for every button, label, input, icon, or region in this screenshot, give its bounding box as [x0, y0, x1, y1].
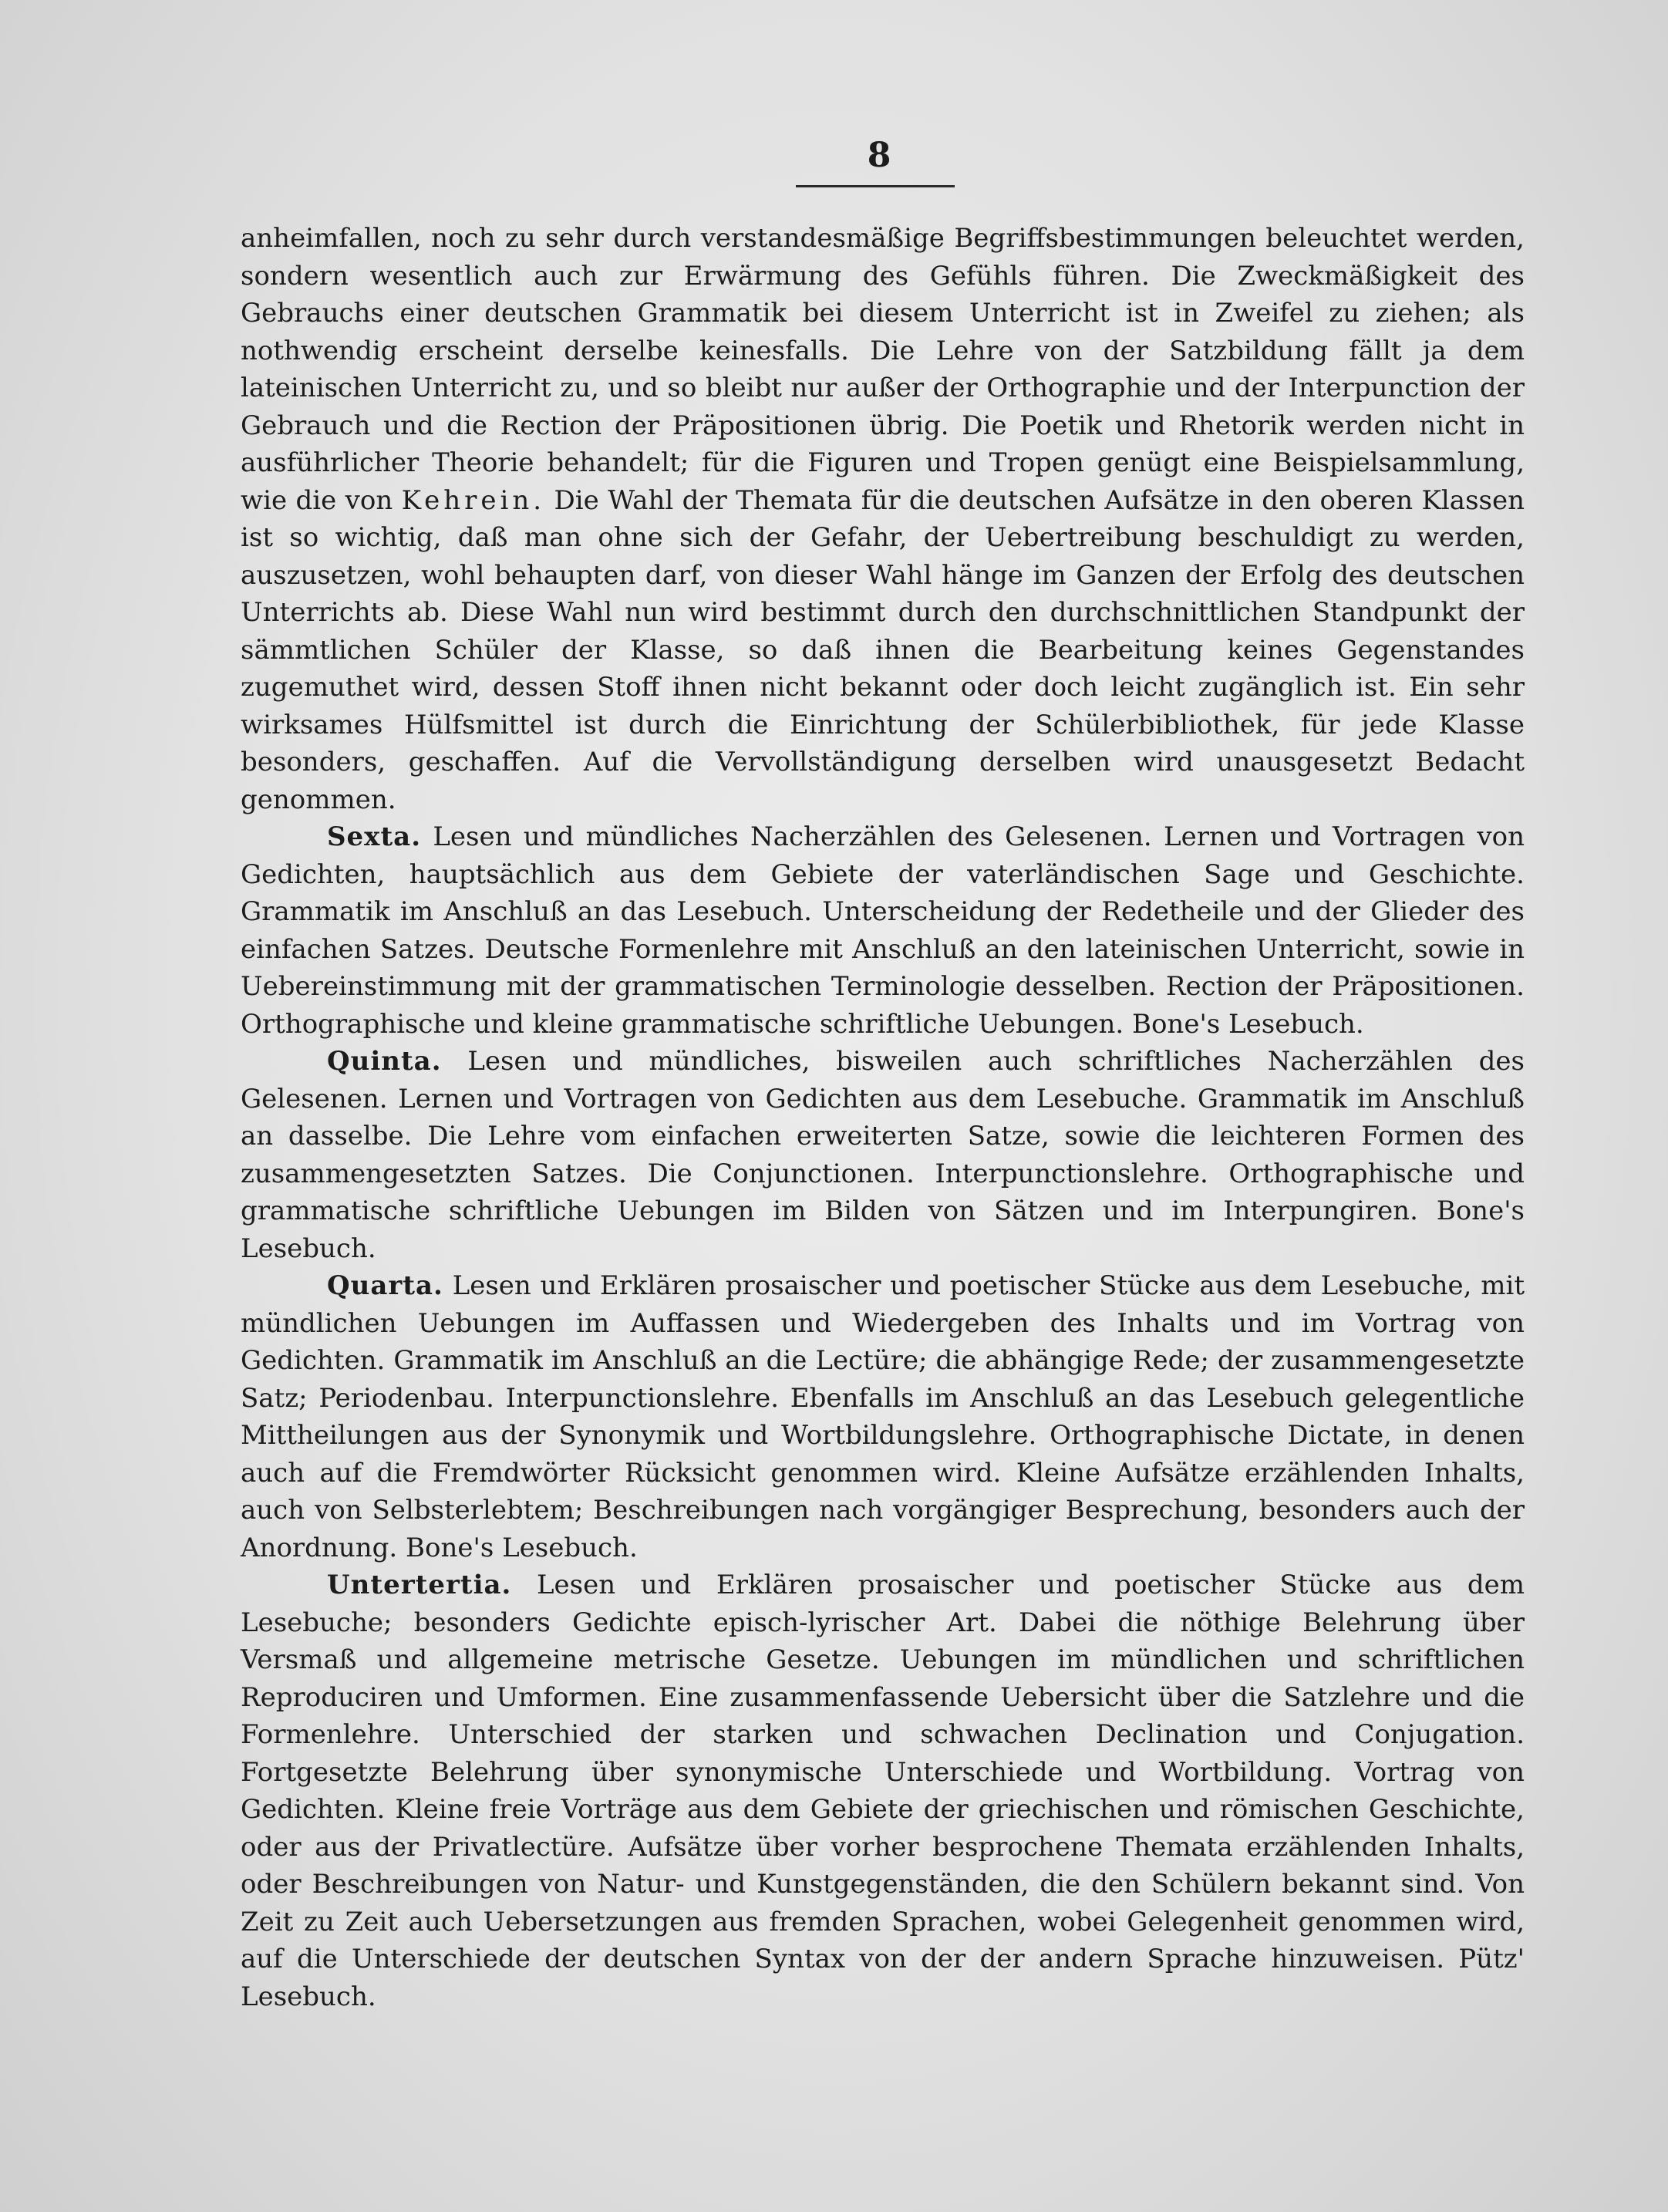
body-text — [241, 220, 1525, 2015]
page-number-rule — [796, 185, 955, 187]
page-number: 8 — [867, 136, 891, 175]
section-sexta — [241, 818, 1525, 1043]
section-text-quinta: Lesen und mündliches, bisweilen auch schriftliches Nacherzählen des Gelesenen. Lernen und Vortragen von Gedichten aus dem Lesebuche. Grammatik im Anschluß an dasselbe. Die Lehre vom einfachen erweiterten Satze, sowie die leichteren Formen des zusammengesetzten Satzes. Die Conjunctionen. Interpunctionslehre. Orthographische und grammatische schriftliche Uebungen im Bilden von Sätzen und im Interpungiren. Bone's Lesebuch. — [241, 1046, 1525, 1264]
section-text-quarta: Lesen und Erklären prosaischer und poetischer Stücke aus dem Lesebuche, mit mündlichen Uebungen im Auffassen und Wiedergeben des Inhalts und im Vortrag von Gedichten. Grammatik im Anschluß an die Lectüre; die abhängige Rede; der zusammengesetzte Satz; Periodenbau. Interpunctionslehre. Ebenfalls im Anschluß an das Lesebuch gelegentliche Mittheilungen aus der Synonymik und Wortbildungslehre. Orthographische Dictate, in denen auch auf die Fremdwörter Rücksicht genommen wird. Kleine Aufsätze erzählenden Inhalts, auch von Selbsterlebtem; Beschreibungen nach vorgängiger Besprechung, besonders auch der Anordnung. Bone's Lesebuch. — [241, 1270, 1525, 1563]
section-heading-untertertia: Untertertia. — [327, 1570, 512, 1600]
section-heading-quinta: Quinta. — [327, 1046, 442, 1077]
section-text-untertertia: Lesen und Erklären prosaischer und poetischer Stücke aus dem Lesebuche; besonders Gedichte episch-lyrischer Art. Dabei die nöthige Belehrung über Versmaß und allgemeine metrische Gesetze. Uebungen im mündlichen und schriftlichen Reproduciren und Umformen. Eine zusammenfassende Uebersicht über die Satzlehre und die Formenlehre. Unterschied der starken und schwachen Declination und Conjugation. Fortgesetzte Belehrung über synonymische Unterschiede und Wortbildung. Vortrag von Gedichten. Kleine freie Vorträge aus dem Gebiete der griechischen und römischen Geschichte, oder aus der Privatlectüre. Aufsätze über vorher besprochene Themata erzählenden Inhalts, oder Beschreibungen von Natur- und Kunstgegenständen, die den Schülern bekannt sind. Von Zeit zu Zeit auch Uebersetzungen aus fremden Sprachen, wobei Gelegenheit genommen wird, auf die Unterschiede der deutschen Syntax von der der andern Sprache hinzuweisen. Pütz' Lesebuch. — [241, 1570, 1525, 2012]
section-untertertia — [241, 1566, 1525, 2015]
section-quarta — [241, 1267, 1525, 1566]
section-heading-quarta: Quarta. — [327, 1270, 443, 1301]
intro-text: anheimfallen, noch zu sehr durch verstandesmäßige Begriffsbestimmungen beleuchtet werden, sondern wesentlich auch zur Erwärmung des Gefühls führen. Die Zweckmäßigkeit des Gebrauchs einer deutschen Grammatik bei diesem Unterricht ist in Zweifel zu ziehen; als nothwendig erscheint derselbe keinesfalls. Die Lehre von der Satzbildung fällt ja dem lateinischen Unterricht zu, und so bleibt nur außer der Orthographie und der Interpunction der Gebrauch und die Rection der Präpositionen übrig. Die Poetik und Rhetorik werden nicht in ausführlicher Theorie behandelt; für die Figuren und Tropen genügt eine Beispielsammlung, wie die von — [241, 223, 1525, 516]
intro-text-continued: Die Wahl der Themata für die deutschen Aufsätze in den oberen Klassen ist so wichtig, daß man ohne sich der Gefahr, der Uebertreibung beschuldigt zu werden, auszusetzen, wohl behaupten darf, von dieser Wahl hänge im Ganzen der Erfolg des deutschen Unterrichts ab. Diese Wahl nun wird bestimmt durch den durchschnittlichen Standpunkt der sämmtlichen Schüler der Klasse, so daß ihnen die Bearbeitung keines Gegenstandes zugemuthet wird, dessen Stoff ihnen nicht bekannt oder doch leicht zugänglich ist. Ein sehr wirksames Hülfsmittel ist durch die Einrichtung der Schülerbibliothek, für jede Klasse besonders, geschaffen. Auf die Vervollständigung derselben wird unausgesetzt Bedacht genommen. — [241, 484, 1525, 815]
section-quinta — [241, 1043, 1525, 1267]
section-heading-sexta: Sexta. — [327, 821, 422, 852]
author-name: Kehrein. — [401, 484, 546, 516]
intro-paragraph — [241, 220, 1525, 818]
section-text-sexta: Lesen und mündliches Nacherzählen des Gelesenen. Lernen und Vortragen von Gedichten, hauptsächlich aus dem Gebiete der vaterländischen Sage und Geschichte. Grammatik im Anschluß an das Lesebuch. Unterscheidung der Redetheile und der Glieder des einfachen Satzes. Deutsche Formenlehre mit Anschluß an den lateinischen Unterricht, sowie in Uebereinstimmung mit der grammatischen Terminologie desselben. Rection der Präpositionen. Orthographische und kleine grammatische schriftliche Uebungen. Bone's Lesebuch. — [241, 821, 1525, 1040]
